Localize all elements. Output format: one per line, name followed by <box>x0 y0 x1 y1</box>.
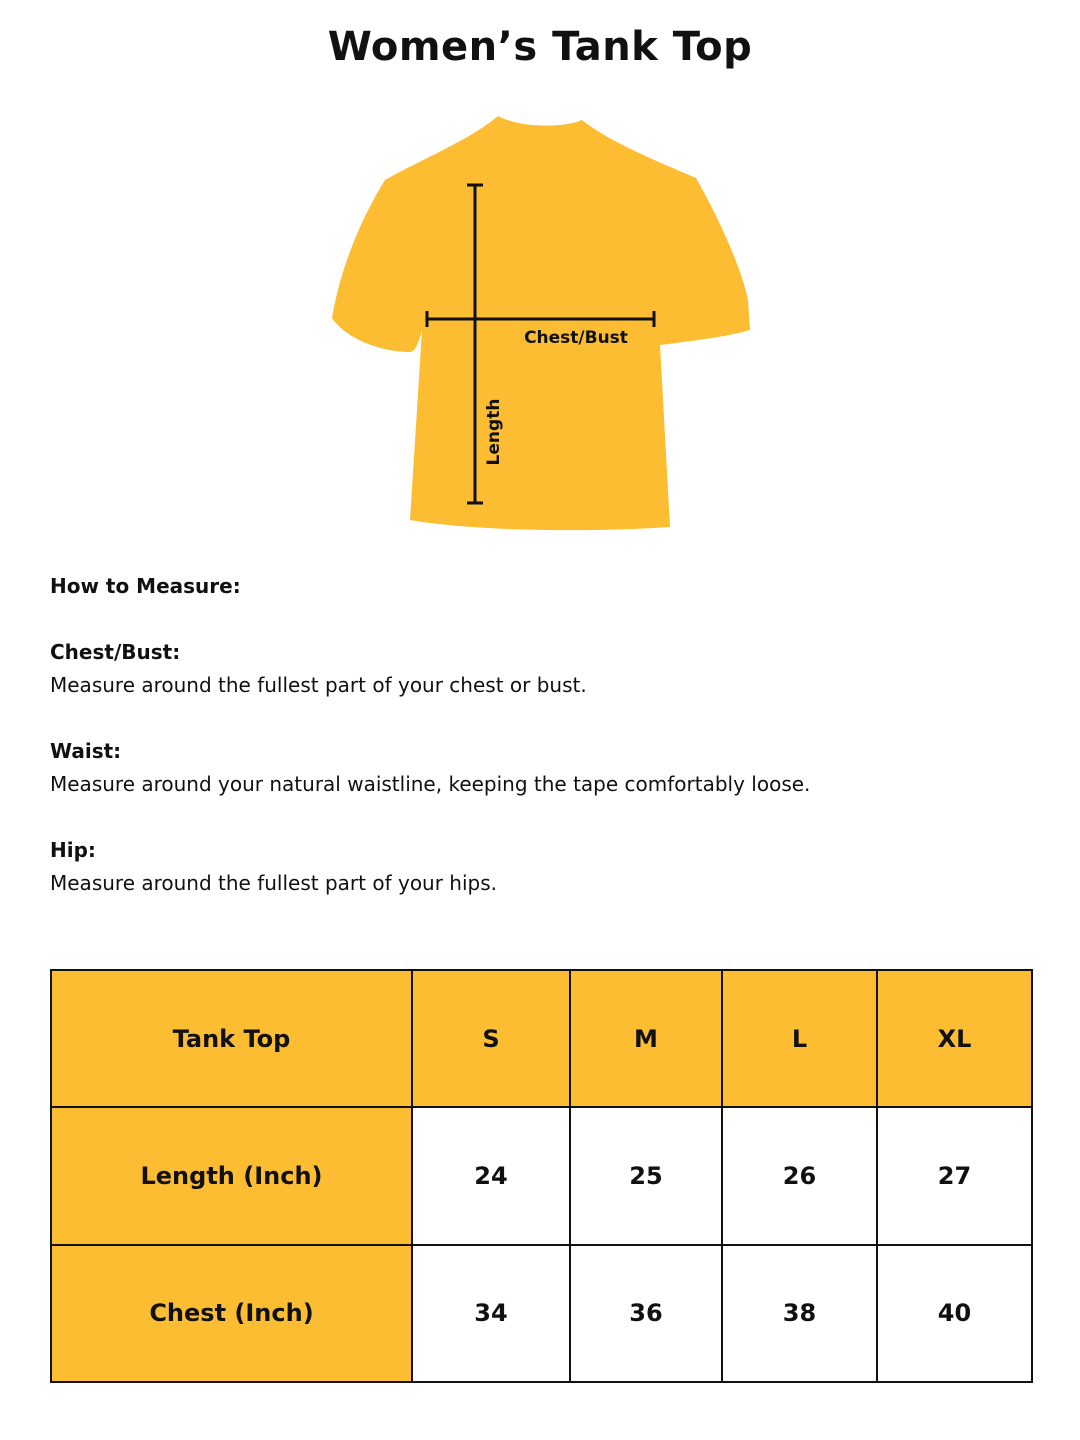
table-cell: 34 <box>412 1245 570 1382</box>
instruction-hip-title: Hip: <box>50 838 96 862</box>
instruction-waist-text: Measure around your natural waistline, keeping the tape comfortably loose. <box>50 772 811 796</box>
row-label-length: Length (Inch) <box>51 1107 412 1244</box>
length-label: Length <box>484 398 504 466</box>
header-cell-size-m: M <box>570 970 722 1107</box>
tank-top-illustration <box>320 105 760 540</box>
header-cell-garment: Tank Top <box>51 970 412 1107</box>
table-cell: 24 <box>412 1107 570 1244</box>
page-title: Women’s Tank Top <box>327 24 753 70</box>
instruction-chest-text: Measure around the fullest part of your chest or bust. <box>50 673 587 697</box>
instruction-chest-title: Chest/Bust: <box>50 640 181 664</box>
tank-top-shape <box>332 116 750 530</box>
table-row-length <box>51 1107 1032 1244</box>
table-row-chest <box>51 1245 1032 1382</box>
table-cell: 25 <box>570 1107 722 1244</box>
table-cell: 36 <box>570 1245 722 1382</box>
instruction-hip-text: Measure around the fullest part of your hips. <box>50 871 498 895</box>
chest-label: Chest/Bust <box>524 328 628 348</box>
instruction-waist-title: Waist: <box>50 739 122 763</box>
instruction-chest <box>50 636 1040 702</box>
table-cell: 38 <box>722 1245 877 1382</box>
table-cell: 40 <box>877 1245 1032 1382</box>
header-cell-size-l: L <box>722 970 877 1107</box>
instruction-waist <box>50 735 1040 801</box>
header-cell-size-xl: XL <box>877 970 1032 1107</box>
table-header-row <box>51 970 1032 1107</box>
measurement-instructions <box>50 570 1040 900</box>
table-cell: 27 <box>877 1107 1032 1244</box>
header-cell-size-s: S <box>412 970 570 1107</box>
size-chart-table <box>50 969 1033 1383</box>
row-label-chest: Chest (Inch) <box>51 1245 412 1382</box>
instruction-hip <box>50 834 1040 900</box>
table-cell: 26 <box>722 1107 877 1244</box>
instructions-heading: How to Measure: <box>50 574 241 598</box>
